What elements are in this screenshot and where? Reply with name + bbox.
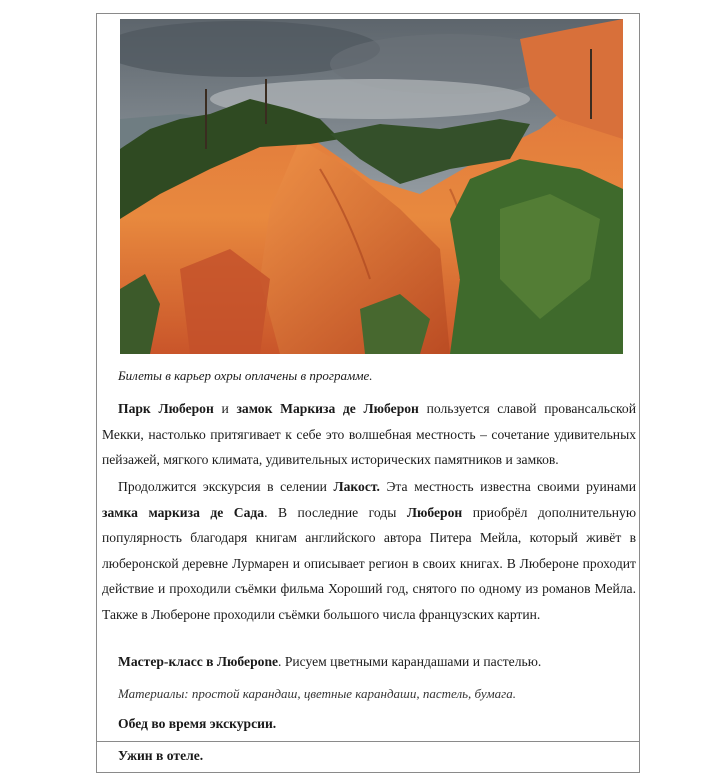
master-class-text: . Рисуем цветными карандашами и пастелью. [278,654,542,669]
paragraph-lacoste [102,474,636,627]
master-class-line [118,654,541,670]
photo-caption: Билеты в карьер охры оплачены в программе. [118,368,373,383]
para2-text4: приобрёл дополнительную популярность благодаря книгам английского автора Питера Мейла, который живёт в люберонской деревне Лурмарен и описывает регион в своих книгах. В Любероне проходит действие и проходили съёмки фильма Хороший год, снятого по одному из романов Мейла. Также в Любероне проходили съёмки большого числа французских картин. [102,504,636,622]
master-class-title: Мастер-класс в Люберone [118,654,279,669]
de-sade-castle-name: замка маркиза де Сада [102,504,265,520]
dinner-line: Ужин в отеле. [118,748,204,763]
paragraph-luberon-park [102,396,636,473]
lacoste-name: Лакост. [333,479,380,494]
materials-line: Материалы: простой карандаш, цветные карандаши, пастель, бумага. [118,686,516,701]
ochre-quarry-photo [120,19,623,354]
luberon-park-name: Парк Люберон [118,401,214,416]
para1-text2: пользуется славой провансальской Мекки, настолько притягивает к себе это волшебная местность – сочетание удивительных пейзажей, мягкого климата, удивительных исторических памятников и замков. [102,401,636,467]
para2-text2: Эта местность известна своими руинами [379,479,636,494]
luberon-name: Люберон [406,504,463,520]
para2-text1: Продолжится экскурсия в селении [118,479,334,494]
para1-text1: и [213,401,237,416]
section-divider [96,741,640,742]
para2-text3: . В последние годы [264,504,407,520]
lunch-line: Обед во время экскурсии. [118,716,277,731]
marquis-castle-name: замок Маркиза де Люберон [236,401,419,416]
